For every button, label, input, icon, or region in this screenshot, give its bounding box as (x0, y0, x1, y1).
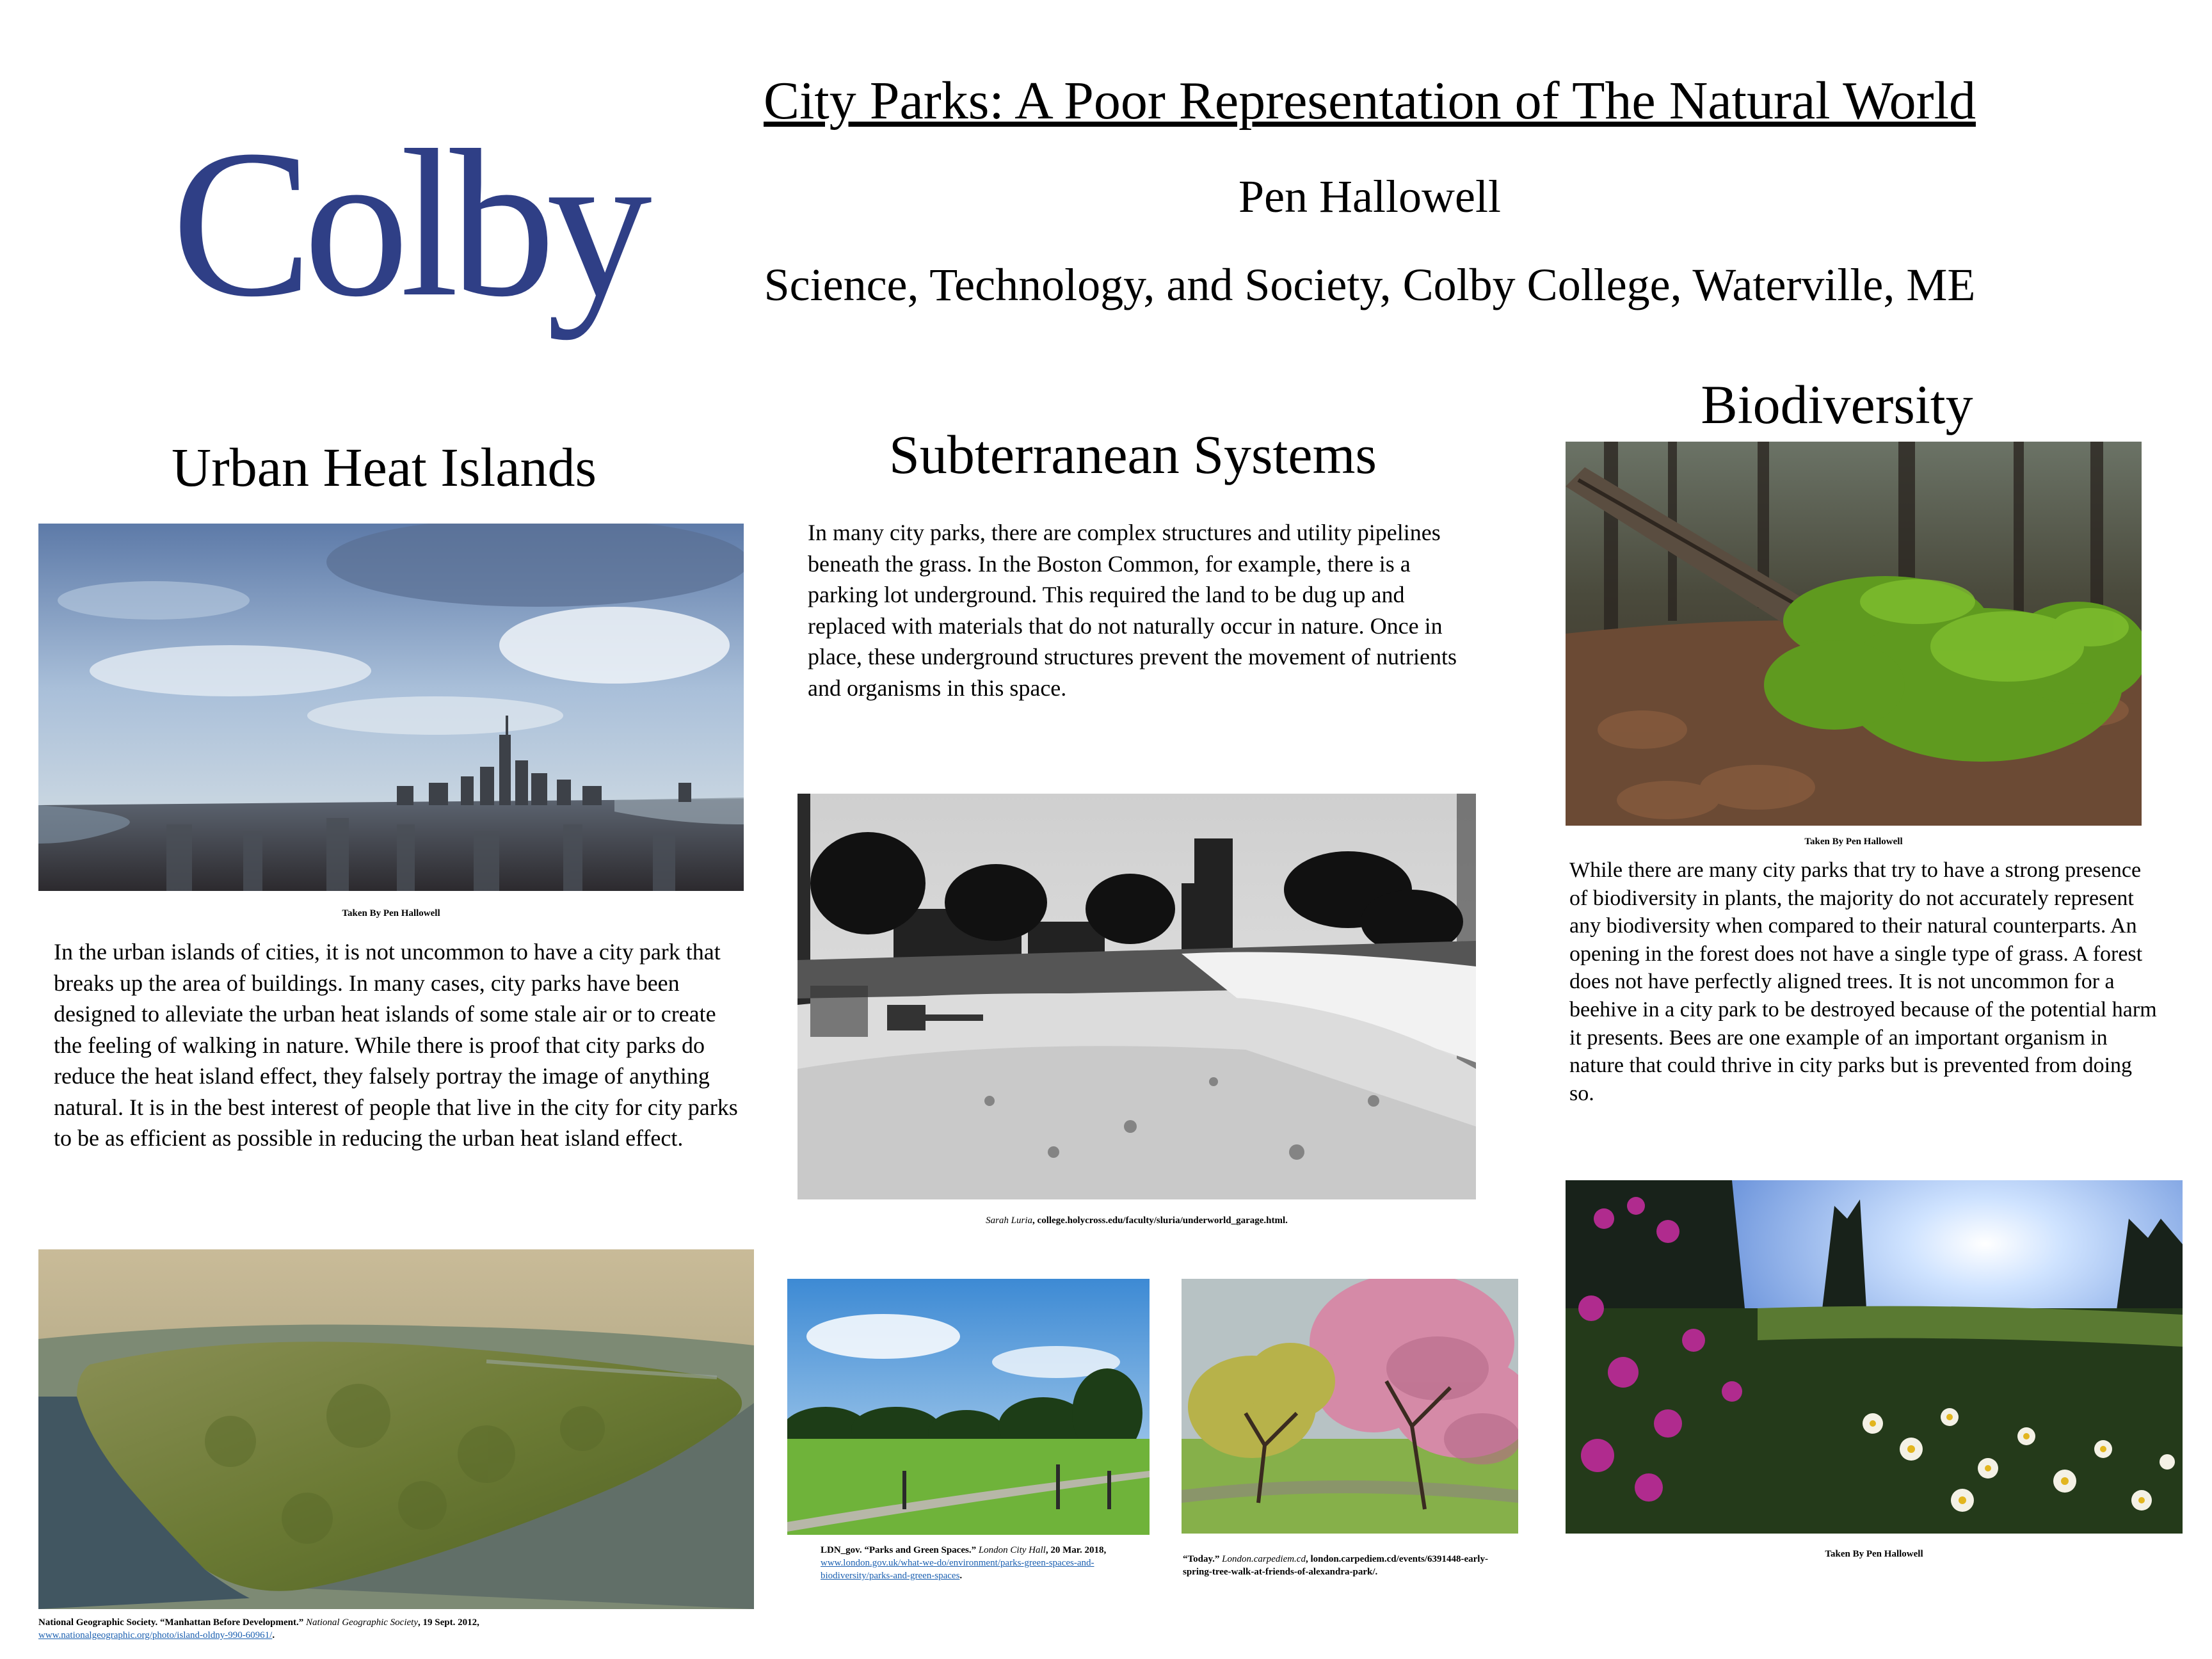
heading-urban-heat-islands: Urban Heat Islands (172, 437, 597, 498)
link-national-geographic[interactable]: www.nationalgeographic.org/photo/island-oldny-990-60961/ (38, 1630, 273, 1640)
citation-today-carpediem: “Today.” London.carpediem.cd, london.carpediem.cd/events/6391448-early-spring-tree-walk-at-friends-of-alexandra-park/. (1183, 1554, 1488, 1577)
photo-wildflowers (1566, 1180, 2183, 1534)
caption-moss: Taken By Pen Hallowell (1804, 837, 1903, 847)
photo-city-skyline (38, 524, 744, 891)
heading-biodiversity: Biodiversity (1701, 374, 1973, 435)
citation-national-geographic: National Geographic Society. “Manhattan Before Development.” National Geographic Society, 19 Sept. 2012, www.nationalgeographic.org/photo/island-oldny-990-60961/. (38, 1617, 479, 1640)
citation-london-city-hall: LDN_gov. “Parks and Green Spaces.” London City Hall, 20 Mar. 2018, www.london.gov.uk/what-we-do/environment/parks-green-spaces-and-biodiversity/parks-and-green-spaces. (821, 1545, 1107, 1581)
caption-wildflowers: Taken By Pen Hallowell (1825, 1549, 1923, 1559)
photo-boston-common-excavation (797, 794, 1476, 1199)
colby-logo: Colby (172, 107, 643, 341)
photo-manhattan-before-development (38, 1249, 754, 1609)
link-london-gov[interactable]: www.london.gov.uk/what-we-do/environment/parks-green-spaces-and-biodiversity/parks-and-green-spaces (821, 1558, 1094, 1581)
body-biodiversity: While there are many city parks that try to have a strong presence of biodiversity in plants, the majority do not accurately represent any biodiversity when compared to their natural counterparts. An opening in the forest does not have a single type of grass. A forest does not have perfectly aligned trees. It is not uncommon for a beehive in a city park to be destroyed because of the potential harm it presents. Bees are one example of an important organism in nature that could thrive in city parks but is prevented from doing so. (1569, 858, 2157, 1105)
affiliation: Science, Technology, and Society, Colby College, Waterville, ME (764, 259, 1976, 310)
caption-skyline: Taken By Pen Hallowell (342, 908, 440, 918)
photo-london-park (787, 1279, 1150, 1535)
poster-title: City Parks: A Poor Representation of The Natural World (764, 71, 1976, 131)
body-urban-heat-islands: In the urban islands of cities, it is not uncommon to have a city park that breaks up the area of buildings. In many cases, city parks have been designed to alleviate the urban heat islands of some stale air or to create the feeling of walking in nature. While there is proof that city parks do reduce the heat island effect, they falsely portray the image of anything natural. It is in the best interest of people that live in the city for city parks to be as efficient as possible in reducing the urban heat island effect. (54, 939, 738, 1151)
photo-moss-log (1566, 442, 2142, 826)
author-name: Pen Hallowell (1238, 171, 1501, 222)
body-subterranean-systems: In many city parks, there are complex structures and utility pipelines beneath the grass. In the Boston Common, for example, there is a parking lot underground. This required the land to be dug up and replaced with materials that do not naturally occur in nature. Once in place, these underground structures prevent the movement of nutrients and organisms in this space. (808, 520, 1457, 701)
citation-sarah-luria: Sarah Luria, college.holycross.edu/faculty/sluria/underworld_garage.html. (986, 1215, 1288, 1226)
photo-spring-trees (1182, 1279, 1518, 1534)
heading-subterranean-systems: Subterranean Systems (889, 424, 1377, 485)
